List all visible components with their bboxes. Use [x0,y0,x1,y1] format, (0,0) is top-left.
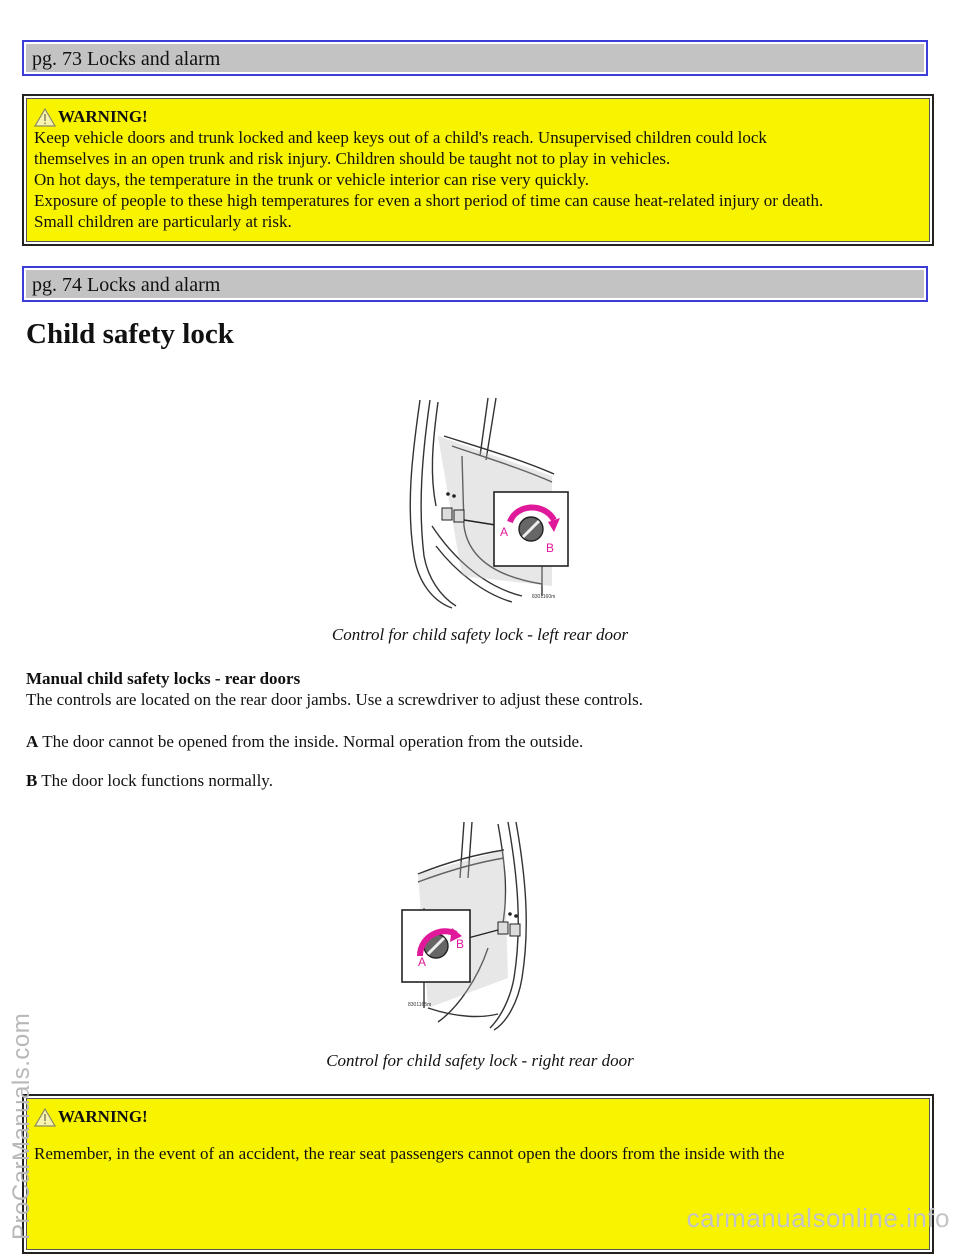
item-b-text: The door lock functions normally. [41,771,273,790]
warning-1-line-2: themselves in an open trunk and risk injury. Children should be taught not to play in vehicles. [34,149,671,168]
warning-box-1 [22,94,934,246]
warning-title-1 [34,106,922,127]
page-header-74-text: pg. 74 Locks and alarm [32,274,221,296]
figure2-label-b: B [456,937,465,951]
figure1-caption: Control for child safety lock - left rear door [331,625,629,644]
right-rear-door-illustration [398,818,556,1032]
watermark-left: ProCarManuals.com [8,1012,35,1240]
warning-triangle-icon [34,1108,56,1127]
left-rear-door-illustration [392,396,576,610]
item-a-key: A [26,732,39,751]
warning-title-1-text: WARNING! [58,107,148,126]
figure2-code: 8301165m [408,1002,432,1008]
figure2-caption: Control for child safety lock - right rear door [326,1051,634,1070]
page-header-74 [22,266,928,302]
paragraph: The controls are located on the rear door jambs. Use a screwdriver to adjust these controls. [26,690,643,709]
warning-triangle-icon [34,108,56,127]
figure1-label-a: A [500,525,509,539]
warning-title-2 [34,1106,922,1127]
item-b-key: B [26,771,38,790]
item-a-text: The door cannot be opened from the inside. Normal operation from the outside. [42,732,584,751]
warning-1-line-3: On hot days, the temperature in the trunk or vehicle interior can rise very quickly. [34,170,589,189]
warning-2-text: Remember, in the event of an accident, the rear seat passengers cannot open the doors from the inside with the [34,1144,785,1163]
subheading: Manual child safety locks - rear doors [26,669,301,688]
warning-title-2-text: WARNING! [58,1107,148,1126]
body-block [26,668,643,710]
figure1-code: 8301160m [532,594,556,600]
item-a [26,731,583,752]
page-header-73-text: pg. 73 Locks and alarm [32,48,221,70]
watermark-bottom: carmanualsonline.info [686,1203,950,1233]
figure1-label-b: B [546,541,555,555]
item-b [26,770,273,791]
page-header-73 [22,40,928,76]
figure2-label-a: A [418,955,427,969]
warning-1-line-5: Small children are particularly at risk. [34,212,292,231]
warning-1-line-1: Keep vehicle doors and trunk locked and keep keys out of a child's reach. Unsupervised children could lock [34,128,767,147]
warning-1-line-4: Exposure of people to these high temperatures for even a short period of time can cause heat-related injury or death. [34,191,824,210]
section-title: Child safety lock [26,318,234,350]
